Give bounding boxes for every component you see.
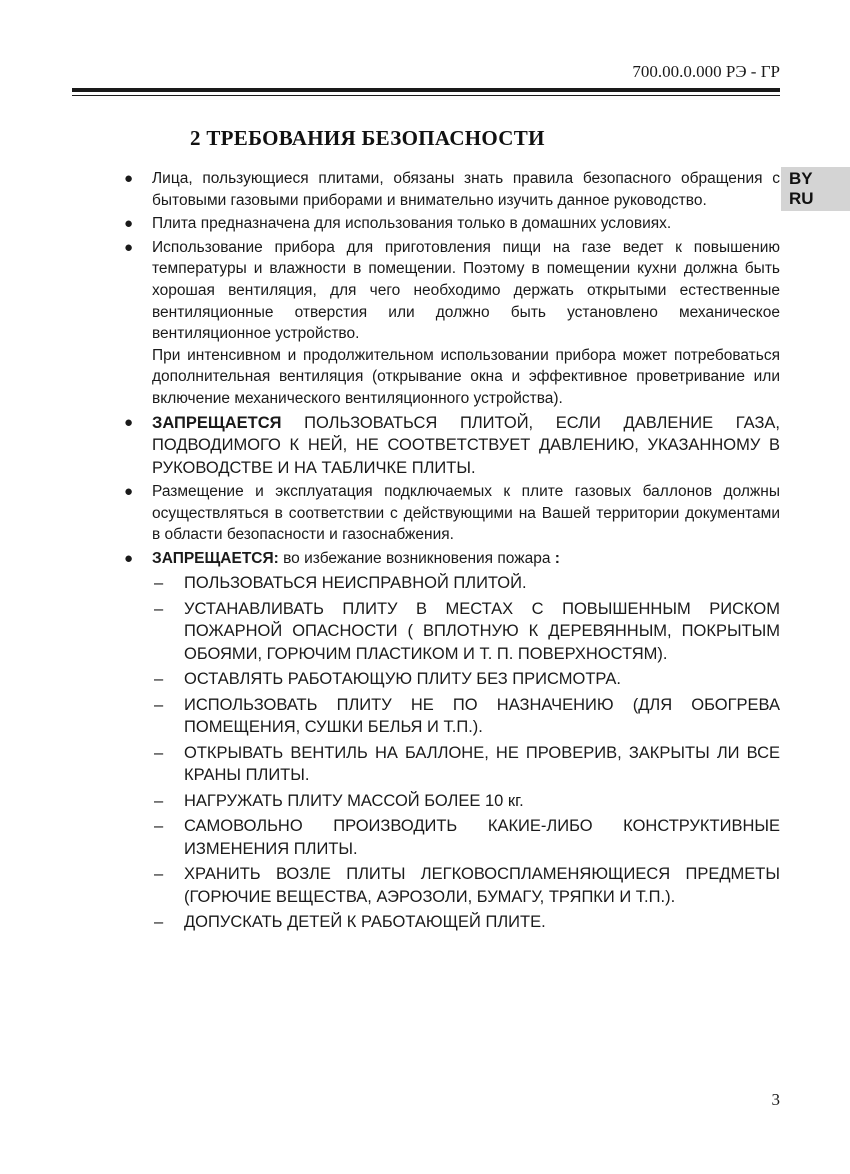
header-rule-thick: [72, 88, 780, 92]
bullet-icon: ●: [124, 483, 134, 501]
prohibition-item: [120, 668, 780, 691]
dash-icon: –: [154, 791, 164, 810]
prohibition-item: [120, 911, 780, 934]
prohibition-item: [120, 742, 780, 787]
language-tab: [781, 167, 850, 211]
prohibition-item: [120, 572, 780, 595]
bullet-icon: ●: [124, 215, 134, 233]
dash-icon: –: [154, 599, 164, 618]
list-item: [120, 481, 780, 546]
dash-icon: –: [154, 695, 164, 714]
dash-icon: –: [154, 817, 164, 836]
prohibition-text: ПОЛЬЗОВАТЬСЯ НЕИСПРАВНОЙ ПЛИТОЙ.: [184, 574, 527, 593]
list-item: [120, 168, 780, 211]
list-item-text: Плита предназначена для использования только в домашних условиях.: [152, 215, 672, 233]
list-item: [120, 412, 780, 480]
prohibition-text: ОТКРЫВАТЬ ВЕНТИЛЬ НА БАЛЛОНЕ, НЕ ПРОВЕРИВ, ЗАКРЫТЫ ЛИ ВСЕ КРАНЫ ПЛИТЫ.: [184, 743, 780, 785]
prohibition-text: ХРАНИТЬ ВОЗЛЕ ПЛИТЫ ЛЕГКОВОСПЛАМЕНЯЮЩИЕСЯ ПРЕДМЕТЫ (ГОРЮЧИЕ ВЕЩЕСТВА, АЭРОЗОЛИ, БУМАГУ, ТРЯПКИ И Т.П.).: [184, 865, 780, 906]
dash-icon: –: [154, 670, 164, 689]
list-item-text: Лица, пользующиеся плитами, обязаны знать правила безопасного обращения с бытовыми газовыми приборами и внимательно изучить данное руководство.: [152, 170, 780, 209]
dash-icon: –: [154, 743, 164, 762]
language-by: BY: [789, 169, 813, 188]
header-rule-thin: [72, 95, 780, 96]
list-item: [120, 237, 780, 410]
list-item-text: [152, 412, 780, 480]
list-item: [120, 548, 780, 570]
list-item-text: Использование прибора для приготовления пищи на газе ведет к повышению температуры и влажности в помещении. Поэтому в помещении кухни должна быть хорошая вентиляция, для чего необходимо держать открытыми естественные вентиляционные отверстия или должно быть установлено механическое вентиляционное устройство.: [152, 238, 780, 343]
prohibition-text: ИСПОЛЬЗОВАТЬ ПЛИТУ НЕ ПО НАЗНАЧЕНИЮ (ДЛЯ ОБОГРЕВА ПОМЕЩЕНИЯ, СУШКИ БЕЛЬЯ И Т.П.).: [184, 695, 780, 737]
warning-label: ЗАПРЕЩАЕТСЯ: [152, 413, 282, 432]
prohibition-item: [120, 694, 780, 739]
prohibition-text: САМОВОЛЬНО ПРОИЗВОДИТЬ КАКИЕ-ЛИБО КОНСТРУКТИВНЫЕ ИЗМЕНЕНИЯ ПЛИТЫ.: [184, 817, 780, 858]
prohibition-item: [120, 598, 780, 666]
warning-label: ЗАПРЕЩАЕТСЯ:: [152, 549, 279, 567]
warning-text: во избежание возникновения пожара: [278, 549, 555, 567]
document-code: 700.00.0.000 РЭ - ГР: [632, 62, 780, 81]
bullet-icon: ●: [124, 238, 134, 256]
warning-colon: :: [554, 549, 560, 567]
prohibition-text: НАГРУЖАТЬ ПЛИТУ МАССОЙ БОЛЕЕ 10 кг.: [184, 791, 524, 810]
bullet-icon: ●: [124, 549, 134, 567]
language-ru: RU: [789, 189, 814, 208]
prohibition-item: [120, 863, 780, 908]
prohibition-text: УСТАНАВЛИВАТЬ ПЛИТУ В МЕСТАХ С ПОВЫШЕННЫМ РИСКОМ ПОЖАРНОЙ ОПАСНОСТИ ( ВПЛОТНУЮ К ДЕРЕВЯННЫМ, ПОКРЫТЫМ ОБОЯМИ, ГОРЮЧИМ ПЛАСТИКОМ И Т. П. ПОВЕРХНОСТЯМ).: [184, 599, 780, 663]
page-number: 3: [771, 1090, 780, 1109]
bullet-icon: ●: [124, 170, 134, 187]
dash-icon: –: [154, 865, 164, 884]
warning-text: ПОЛЬЗОВАТЬСЯ ПЛИТОЙ, ЕСЛИ ДАВЛЕНИЕ ГАЗА, ПОДВОДИМОГО К НЕЙ, НЕ СООТВЕТСТВУЕТ ДАВЛЕНИЮ, УКАЗАННОМУ В РУКОВОДСТВЕ И НА ТАБЛИЧКЕ ПЛИТЫ.: [152, 413, 780, 477]
bullet-icon: ●: [124, 413, 134, 431]
prohibition-item: [120, 815, 780, 860]
list-item: [120, 213, 780, 235]
list-item-text: [152, 548, 780, 570]
prohibition-text: ОСТАВЛЯТЬ РАБОТАЮЩУЮ ПЛИТУ БЕЗ ПРИСМОТРА.: [184, 670, 621, 689]
safety-requirements-list: [120, 168, 780, 934]
prohibition-item: [120, 790, 780, 813]
section-title: 2 ТРЕБОВАНИЯ БЕЗОПАСНОСТИ: [190, 126, 545, 150]
list-item-continuation: При интенсивном и продолжительном использовании прибора может потребоваться дополнительная вентиляция (открывание окна и эффективное проветривание или включение механического вентиляционного устройства).: [152, 346, 780, 407]
list-item-text: Размещение и эксплуатация подключаемых к плите газовых баллонов должны осуществляться в соответствии с действующими на Вашей территории документами в области безопасности и газоснабжения.: [152, 483, 780, 544]
dash-icon: –: [154, 574, 164, 593]
prohibition-text: ДОПУСКАТЬ ДЕТЕЙ К РАБОТАЮЩЕЙ ПЛИТЕ.: [184, 913, 546, 932]
dash-icon: –: [154, 913, 164, 932]
